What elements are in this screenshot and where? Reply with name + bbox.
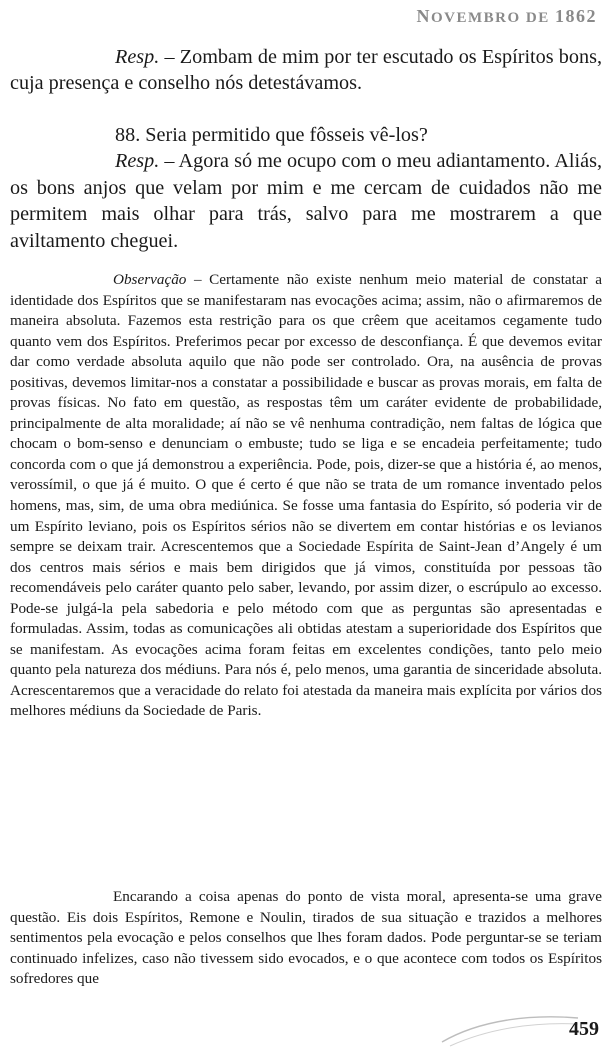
observation-text: – Certamente não existe nenhum meio material de constatar a identidade dos Espíritos que se manifestaram nas evocações acima; assim, não o afirmaremos de maneira absoluta. Fazemos esta restrição para os que crêem que aceitamos cegamente tudo quanto vem dos Espíritos. Preferimos pecar por excesso de desconfiança. É que devemos evitar dar como verdade absoluta aquilo que não pode ser controlado. Ora, na ausência de provas positivas, devemos limitar-nos a constatar a possibilidade e buscar as provas morais, em falta de provas físicas. No fato em questão, as respostas têm um caráter evidente de probabilidade, principalmente de alta moralidade; aí não se vê nenhuma contradição, nem faltas de lógica que chocam o bom-senso e denunciam o embuste; tudo se liga e se encadeia perfeitamente; tudo concorda com o que já demonstrou a experiência. Pode, pois, dizer-se que a história é, ao menos, verossímil, o que já é muito. O que é certo é que não se trata de um romance inventado pelos homens, mas, sim, de uma obra mediúnica. Se fosse uma fantasia do Espírito, só poderia vir de um Espírito leviano, pois os Espíritos sérios não se divertem em contar histórias e os levianos sempre se deixam trair. Acrescentemos que a Sociedade Espírita de Saint-Jean d’Angely é um dos centros mais sérios e mais bem dirigidos que já vimos, constituída por pessoas tão recomendáveis pelo caráter quanto pelo saber, levando, por assim dizer, o escrúpulo ao excesso. Pode-se julgá-la pela sabedoria e pelo método com que as perguntas são apresentadas e formuladas. Assim, todas as comunicações ali obtidas atestam a superioridade dos Espíritos que se manifestam. As evocações acima foram feitas em excelentes condições, tanto pelo meio quanto pela natureza dos médiuns. Para nós é, pelo menos, uma garantia de sinceridade absoluta. Acrescentaremos que a veracidade do relato foi atestada da maneira mais explícita por vários dos melhores médiuns da Sociedade de Paris. [10,271,602,720]
response-label: Resp. [115,46,160,68]
final-block [10,887,602,990]
header-month-rest: OVEMBRO DE [430,10,550,26]
page-number: 459 [569,1018,599,1040]
page-swoosh-ornament [440,1010,580,1050]
observation-label: Observação [113,271,187,288]
question-88-block [10,122,602,254]
observation-block [10,270,602,722]
observation-paragraph [10,270,602,722]
running-header [416,6,597,27]
header-year: 1862 [555,6,597,26]
response-paragraph [10,44,602,97]
response-paragraph [10,148,602,254]
response-label: Resp. [115,150,160,173]
question-88: 88. Seria permitido que fôsseis vê-los? [115,124,428,146]
response-text: – Agora só me ocupo com o meu adiantamento. Aliás, os bons anjos que velam por mim e me cercam de cuidados não me permitem mais olhar para trás, salvo para me mostrarem a que aviltamento cheguei. [10,150,602,252]
final-paragraph: Encarando a coisa apenas do ponto de vista moral, apresenta-se uma grave questão. Eis dois Espíritos, Remone e Noulin, tirados de sua situação e trazidos a melhores sentimentos pela evocação e pelos conselhos que lhes foram dados. Pode perguntar-se se teriam continuado infelizes, caso não tivessem sido evocados, e o que acontece com todos os Espíritos sofredores que [10,888,602,988]
response-block-1 [10,44,602,97]
response-text: – Zombam de mim por ter escutado os Espíritos bons, cuja presença e conselho nós detestávamos. [10,46,602,95]
header-month-initial: N [416,6,431,26]
